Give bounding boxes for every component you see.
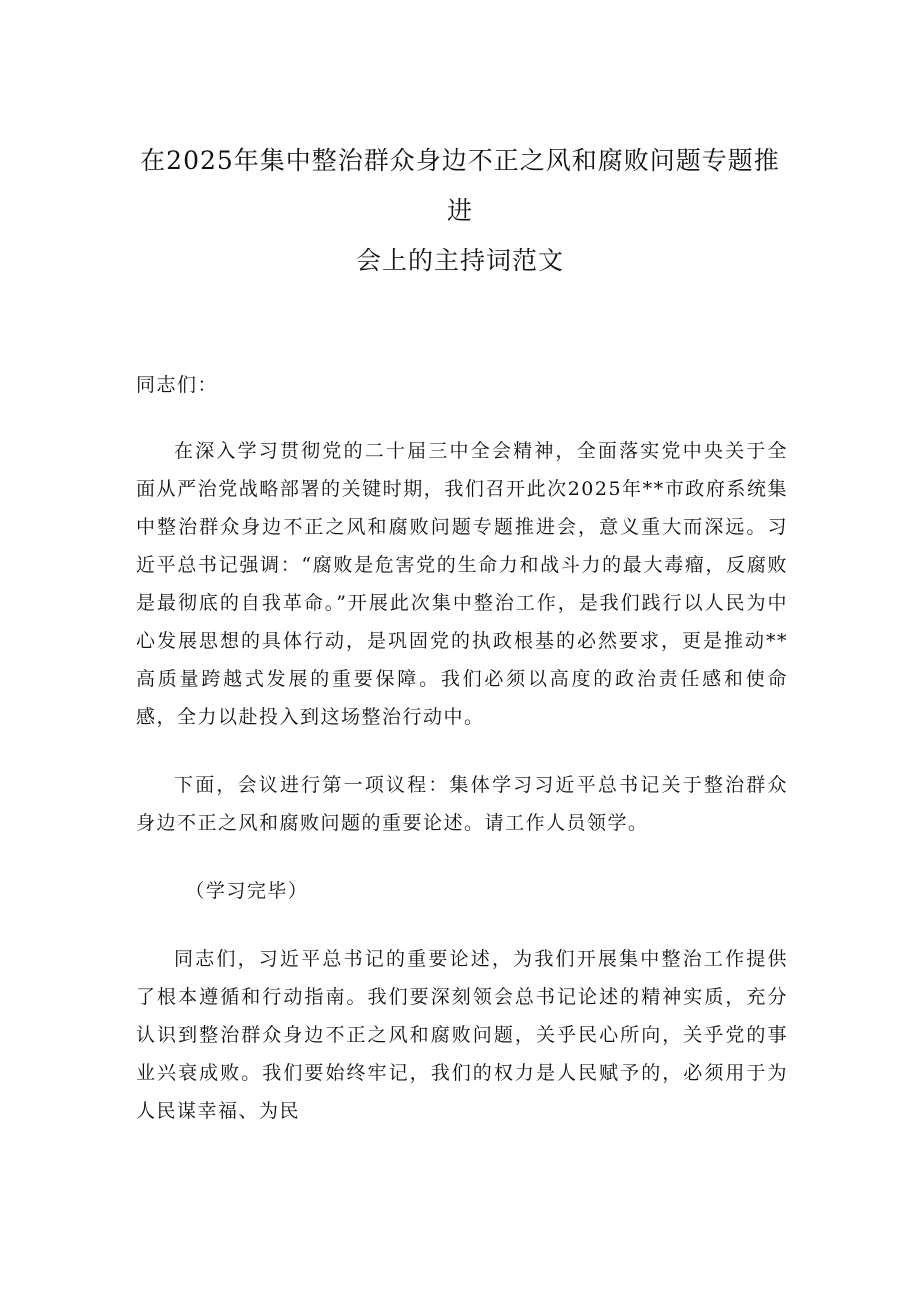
paragraph-agenda: 下面，会议进行第一项议程：集体学习习近平总书记关于整治群众身边不正之风和腐败问题的重要论述。请工作人员领学。 (136, 774, 788, 834)
greeting: 同志们： (136, 374, 219, 396)
paragraph-study-done: （学习完毕） (185, 880, 309, 902)
document-title (140, 136, 780, 286)
title-line-1: 在2025年集中整治群众身边不正之风和腐败问题专题推进 (140, 146, 780, 225)
document-body (136, 366, 788, 1160)
title-line-2: 会上的主持词范文 (355, 246, 564, 275)
paragraph-summary: 同志们，习近平总书记的重要论述，为我们开展集中整治工作提供了根本遵循和行动指南。我们要深刻领会总书记论述的精神实质，充分认识到整治群众身边不正之风和腐败问题，关乎民心所向，关乎党的事业兴衰成败。我们要始终牢记，我们的权力是人民赋予的，必须用于为人民谋幸福、为民 (136, 948, 788, 1122)
paragraph-opening: 在深入学习贯彻党的二十届三中全会精神，全面落实党中央关于全面从严治党战略部署的关键时期，我们召开此次2025年**市政府系统集中整治群众身边不正之风和腐败问题专题推进会，意义重大而深远。习近平总书记强调：“腐败是危害党的生命力和战斗力的最大毒瘤，反腐败是最彻底的自我革命。”开展此次集中整治工作，是我们践行以人民为中心发展思想的具体行动，是巩固党的执政根基的必然要求，更是推动**高质量跨越式发展的重要保障。我们必须以高度的政治责任感和使命感，全力以赴投入到这场整治行动中。 (136, 440, 788, 728)
